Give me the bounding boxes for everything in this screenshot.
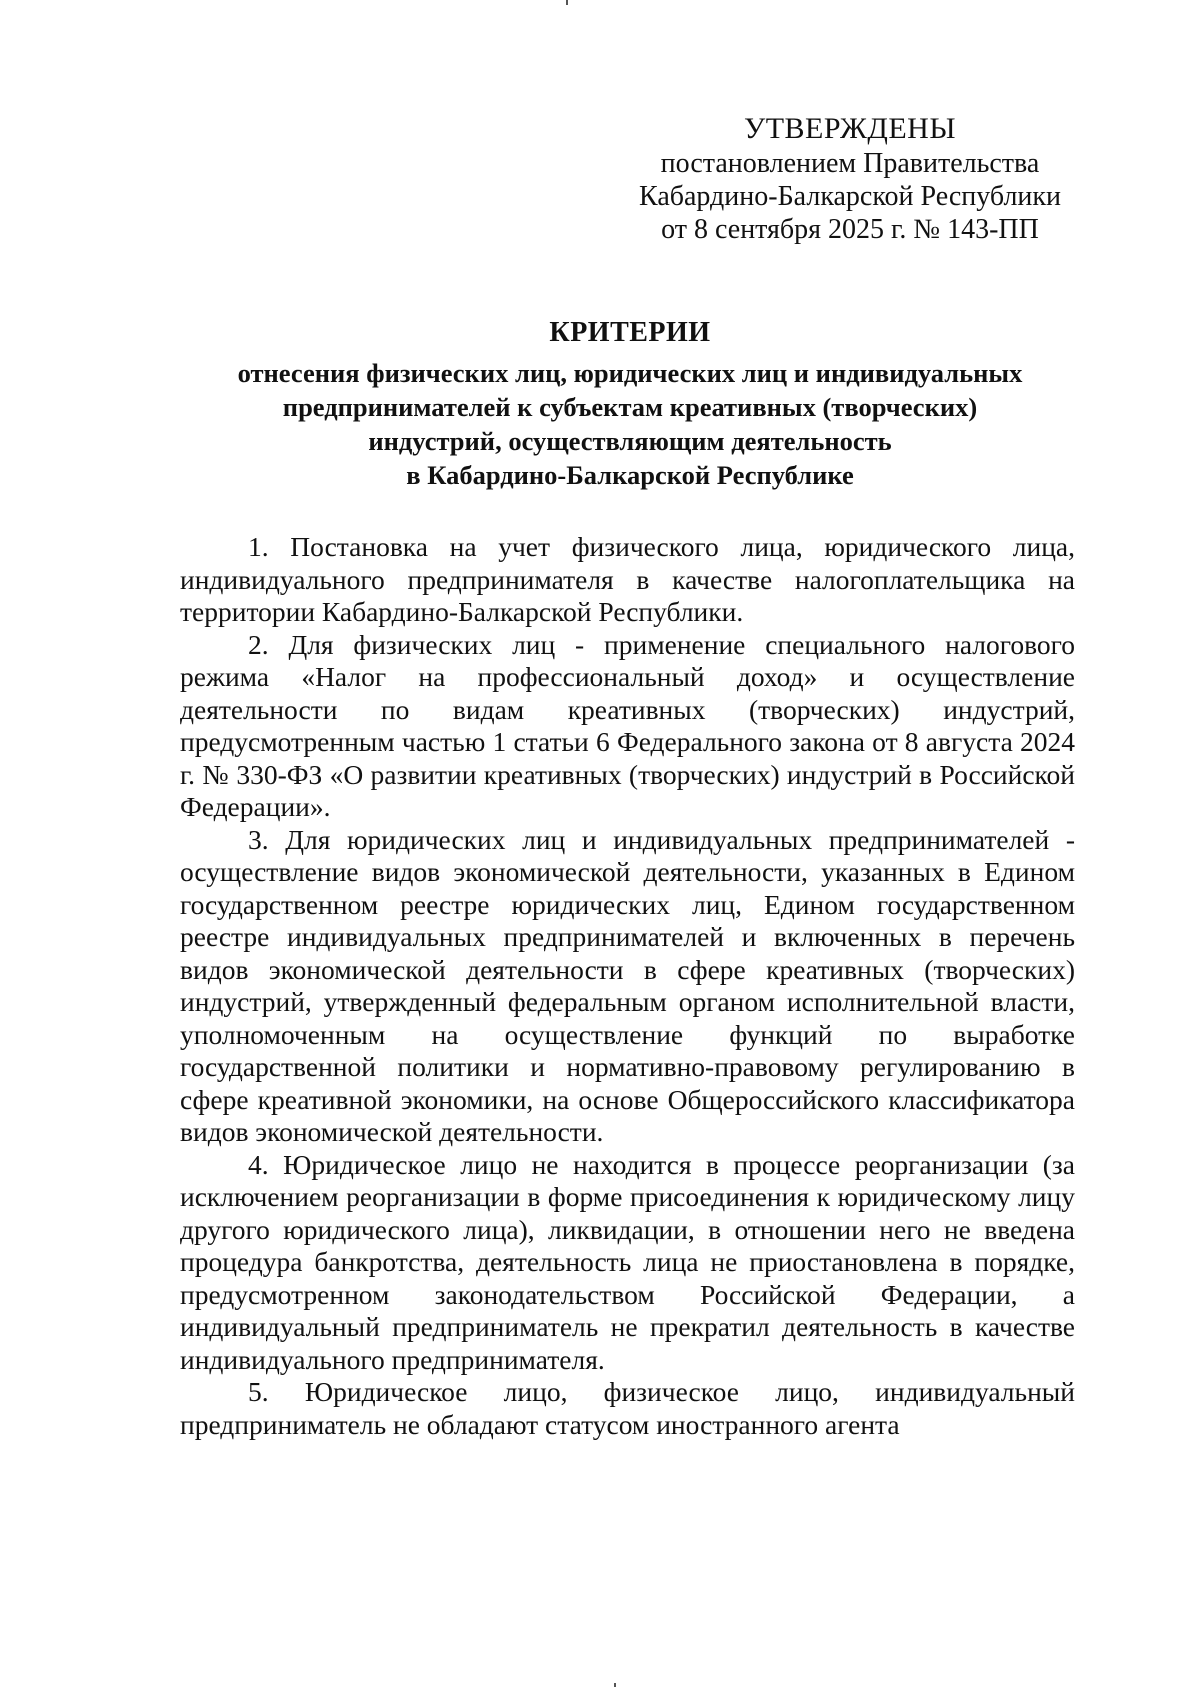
criteria-title: КРИТЕРИИ (549, 317, 711, 348)
approval-block (620, 112, 1080, 246)
criteria-heading (180, 316, 1080, 492)
approval-title: УТВЕРЖДЕНЫ (743, 112, 957, 145)
approval-line-2: Кабардино-Балкарской Республики (639, 181, 1061, 212)
approval-line-3: от 8 сентября 2025 г. № 143-ПП (661, 214, 1039, 245)
criteria-subtitle-line-1: отнесения физических лиц, юридических лиц и индивидуальных (237, 358, 1023, 388)
criteria-subtitle-line-4: в Кабардино-Балкарской Республике (406, 460, 854, 490)
scan-mark-bottom (614, 1683, 616, 1687)
paragraph-3: 3. Для юридических лиц и индивидуальных предпринимателей - осуществление видов экономической деятельности, указанных в Едином государственном реестре юридических лиц, Едином государственном реестре индивидуальных предпринимателей и включенных в перечень видов экономической деятельности в сфере креативных (творческих) индустрий, утвержденный федеральным органом исполнительной власти, уполномоченным на осуществление функций по выработке государственной политики и нормативно-правовому регулированию в сфере креативной экономики, на основе Общероссийского классификатора видов экономической деятельности. (180, 823, 1075, 1147)
criteria-subtitle-line-2: предпринимателей к субъектам креативных (творческих) (282, 392, 978, 422)
criteria-subtitle-line-3: индустрий, осуществляющим деятельность (368, 426, 892, 456)
paragraph-5: 5. Юридическое лицо, физическое лицо, индивидуальный предприниматель не обладают статусом иностранного агента (180, 1376, 1075, 1440)
scan-mark-top (566, 0, 568, 5)
document-body (180, 531, 1075, 1441)
approval-line-1: постановлением Правительства (660, 148, 1040, 179)
paragraph-1: 1. Постановка на учет физического лица, юридического лица, индивидуального предпринимателя в качестве налогоплательщика на территории Кабардино-Балкарской Республики. (180, 531, 1075, 627)
paragraph-4: 4. Юридическое лицо не находится в процессе реорганизации (за исключением реорганизации в форме присоединения к юридическому лицу другого юридического лица), ликвидации, в отношении него не введена процедура банкротства, деятельность лица не приостановлена в порядке, предусмотренном законодательством Российской Федерации, а индивидуальный предприниматель не прекратил деятельность в качестве индивидуального предпринимателя. (180, 1148, 1075, 1375)
paragraph-2: 2. Для физических лиц - применение специального налогового режима «Налог на профессиональный доход» и осуществление деятельности по видам креативных (творческих) индустрий, предусмотренным частью 1 статьи 6 Федерального закона от 8 августа 2024 г. № 330-ФЗ «О развитии креативных (творческих) индустрий в Российской Федерации». (180, 628, 1075, 822)
